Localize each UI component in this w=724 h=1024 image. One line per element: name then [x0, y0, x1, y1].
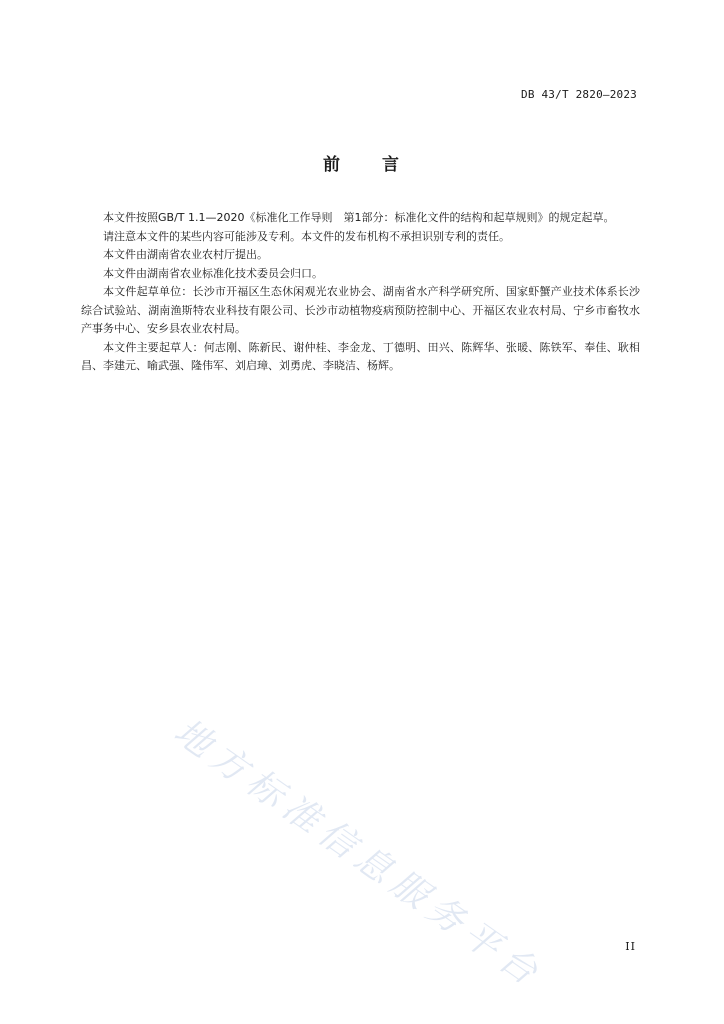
paragraph-proposer: 本文件由湖南省农业农村厅提出。: [103, 248, 268, 261]
watermark-text: 地方标准信息服务平台: [166, 711, 551, 998]
foreword-body: [81, 209, 640, 376]
paragraph-drafting-units: 本文件起草单位：长沙市开福区生态休闲观光农业协会、湖南省水产科学研究所、国家虾蟹产业技术体系长沙综合试验站、湖南渔斯特农业科技有限公司、长沙市动植物疫病预防控制中心、开福区农业农村局、宁乡市畜牧水产事务中心、安乡县农业农村局。: [81, 285, 640, 335]
page-number: II: [625, 940, 636, 953]
page-title: [0, 150, 724, 175]
title-char-1: 前: [323, 155, 342, 175]
paragraph-patent-notice: 请注意本文件的某些内容可能涉及专利。本文件的发布机构不承担识别专利的责任。: [103, 229, 510, 243]
paragraph-drafters: 本文件主要起草人：何志刚、陈新民、谢仲桂、李金龙、丁德明、田兴、陈辉华、张暖、陈铁军、奉佳、耿相昌、李建元、喻武强、隆伟军、刘启璋、刘勇虎、李晓洁、杨辉。: [81, 340, 640, 372]
paragraph-responsible-committee: 本文件由湖南省农业标准化技术委员会归口。: [103, 266, 323, 280]
paragraph-drafting-rules: 本文件按照GB/T 1.1—2020《标准化工作导则 第1部分：标准化文件的结构和起草规则》的规定起草。: [103, 211, 615, 224]
document-code: DB 43/T 2820—2023: [521, 88, 637, 101]
title-char-2: 言: [382, 155, 401, 175]
